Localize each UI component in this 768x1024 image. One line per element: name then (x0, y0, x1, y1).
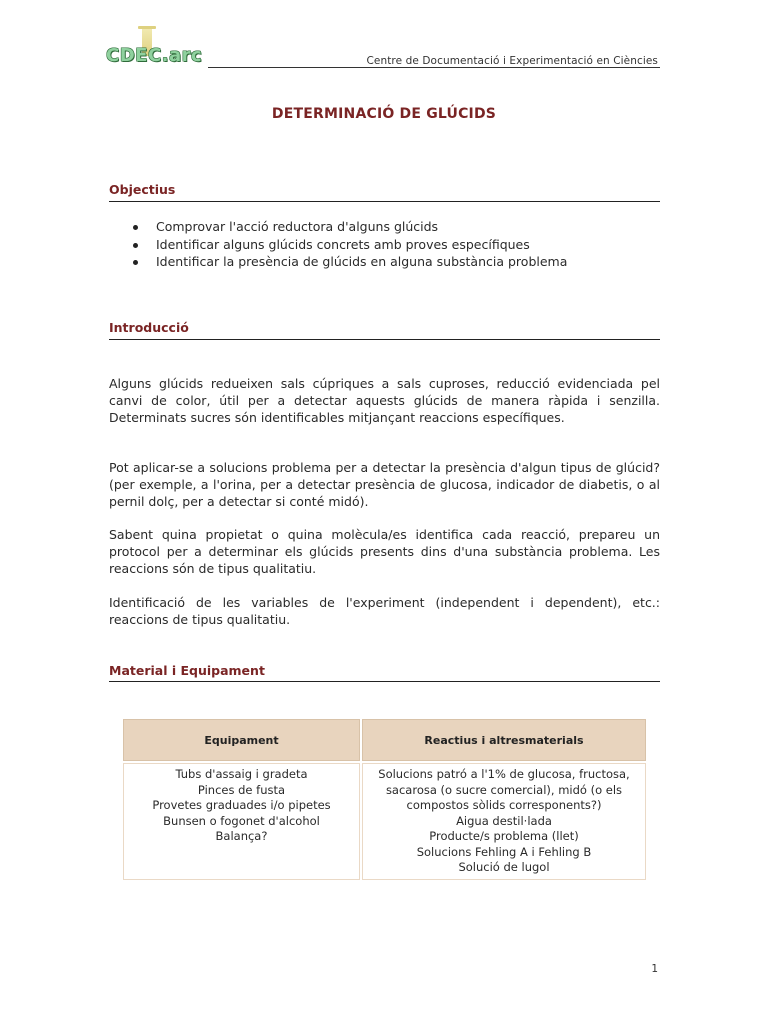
table-row (123, 763, 646, 880)
reagents-cell (362, 763, 646, 880)
equipment-column-header: Equipament (123, 719, 360, 761)
equipment-item: Pinces de fusta (197, 782, 286, 797)
reagent-item: Solucions patró a l'1% de glucosa, fructosa, (378, 767, 630, 781)
reagent-item: compostos sòlids corresponents?) (406, 798, 602, 812)
equipment-item: Tubs d'assaig i gradeta (175, 767, 308, 781)
reagent-item: Solucions Fehling A i Fehling B (416, 844, 592, 859)
equipment-item: Bunsen o fogonet d'alcohol (163, 813, 320, 828)
equipment-item: Provetes graduades i/o pipetes (152, 798, 331, 812)
materials-divider (109, 681, 660, 682)
objectives-divider (109, 201, 660, 202)
materials-table (121, 717, 648, 882)
equipment-cell (123, 763, 360, 880)
objectives-heading: Objectius (109, 182, 176, 197)
intro-paragraph-4: Identificació de les variables de l'experiment (independent i dependent), etc.: reaccions de tipus qualitatiu. (109, 595, 660, 627)
introduction-divider (109, 339, 660, 340)
introduction-heading: Introducció (109, 320, 189, 335)
intro-paragraph-2: Pot aplicar-se a solucions problema per a detectar la presència d'algun tipus de glúcid? (per exemple, a l'orina, per a detectar presència de glucosa, indicador de diabetis, o al pernil dolç, per a detectar si conté midó). (109, 460, 660, 509)
list-item: Comprovar l'acció reductora d'alguns glúcids (130, 218, 650, 236)
logo-text: CDEC.arc (106, 45, 203, 66)
equipment-item: Balança? (215, 829, 268, 843)
header-divider (208, 67, 660, 68)
reagent-item: sacarosa (o sucre comercial), midó (o els (385, 782, 623, 797)
list-item: Identificar la presència de glúcids en alguna substància problema (130, 253, 650, 271)
page-number: 1 (651, 963, 658, 975)
reagents-column-header: Reactius i altresmaterials (362, 719, 646, 761)
objectives-list (130, 218, 650, 271)
document-title: DETERMINACIÓ DE GLÚCIDS (271, 106, 497, 122)
table-header-row (123, 719, 646, 761)
cdec-logo (106, 26, 216, 70)
header-organization: Centre de Documentació i Experimentació en Ciències (366, 55, 658, 67)
list-item: Identificar alguns glúcids concrets amb proves específiques (130, 236, 650, 254)
reagent-item: Solució de lugol (458, 860, 550, 874)
reagent-item: Producte/s problema (llet) (429, 829, 579, 843)
reagent-item: Aigua destil·lada (456, 813, 552, 828)
intro-paragraph-1: Alguns glúcids redueixen sals cúpriques a sals cuproses, reducció evidenciada pel canvi de color, útil per a detectar aquests glúcids de manera ràpida i senzilla. Determinats sucres són identificables mitjançant reaccions específiques. (109, 376, 660, 425)
materials-heading: Material i Equipament (109, 663, 265, 678)
intro-paragraph-3: Sabent quina propietat o quina molècula/es identifica cada reacció, prepareu un protocol per a determinar els glúcids presents dins d'una substància problema. Les reaccions són de tipus qualitatiu. (109, 527, 660, 576)
